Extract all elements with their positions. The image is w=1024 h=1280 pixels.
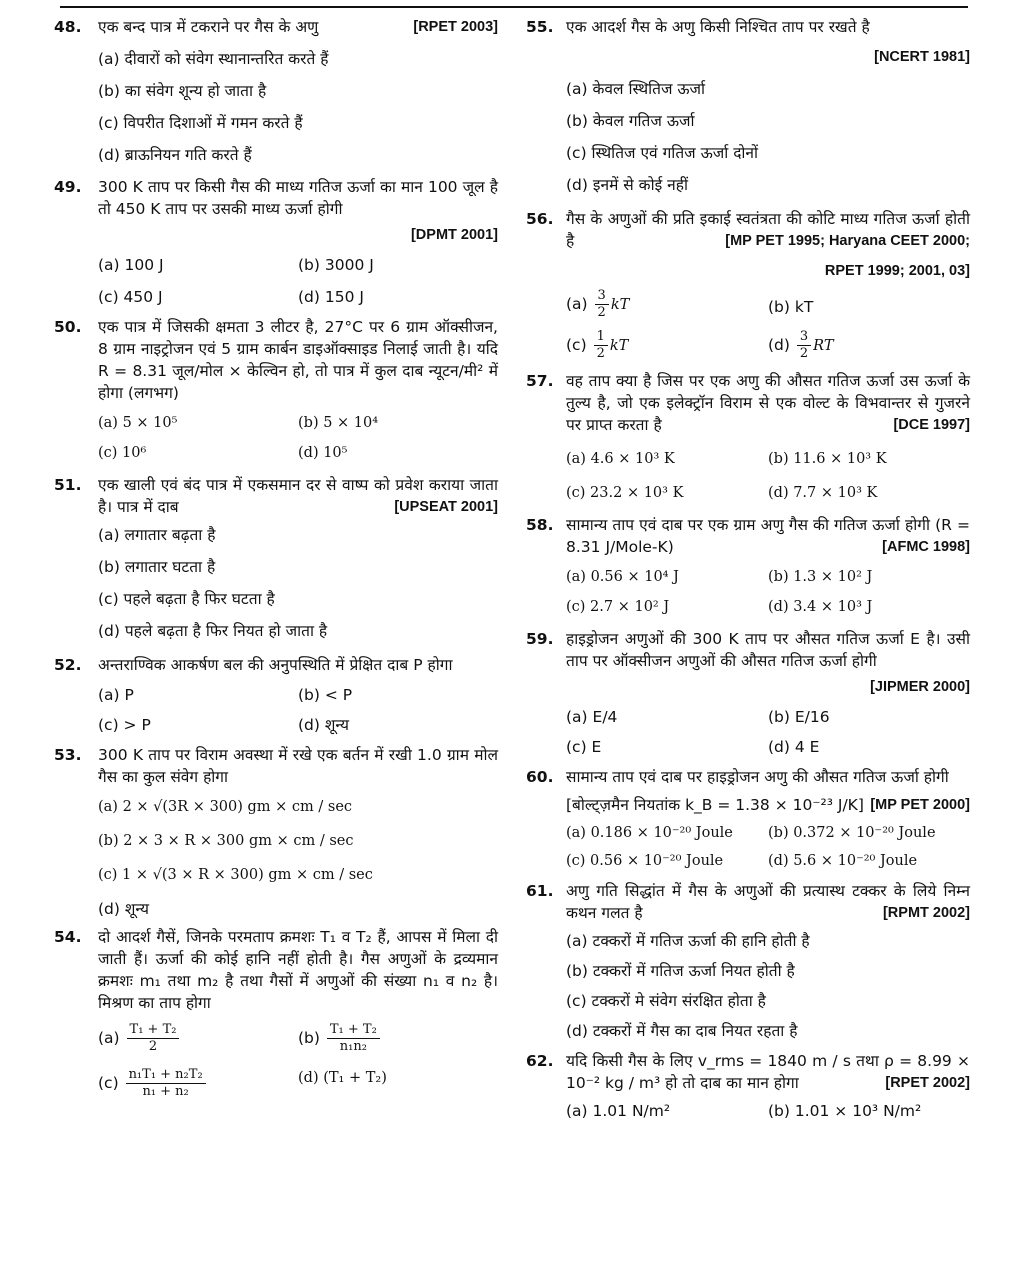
- option-c: (c) > P: [98, 716, 151, 734]
- question-text: अन्तराण्विक आकर्षण बल की अनुपस्थिति में प्रेक्षित दाब P होगा: [98, 656, 453, 674]
- constant-note: [बोल्ट्ज़मैन नियतांक k_B = 1.38 × 10⁻²³ J/K]: [566, 796, 864, 814]
- question-text: 300 K ताप पर विराम अवस्था में रखे एक बर्तन में रखी 1.0 ग्राम मोल गैस का कुल संवेग होगा: [98, 746, 498, 786]
- option-b: (b) 2 × 3 × R × 300 gm × cm / sec: [98, 833, 354, 849]
- option-b: (b) 5 × 10⁴: [298, 415, 379, 431]
- fraction: $\frac{\text{n₁T₁ + n₂T₂}}{\text{n₁ + n₂}}$: [126, 1067, 206, 1100]
- question-number: 62.: [526, 1052, 554, 1070]
- option-d: (d) 7.7 × 10³ K: [768, 485, 878, 501]
- option-b: (b) 1.3 × 10² J: [768, 569, 873, 585]
- question-59: [526, 628, 970, 698]
- exam-source: [NCERT 1981]: [874, 49, 970, 65]
- option-c: (c) 1 × √(3 × R × 300) gm × cm / sec: [98, 867, 373, 883]
- option-b: (b) 1.01 × 10³ N/m²: [768, 1102, 922, 1120]
- option-d: (d) ब्राऊनियन गति करते हैं: [98, 146, 252, 164]
- option-a: (a) लगातार बढ़ता है: [98, 526, 216, 544]
- question-text: एक खाली एवं बंद पात्र में एकसमान दर से वाष्प को प्रवेश कराया जाता है। पात्र में दाब: [98, 476, 498, 516]
- option-c: (c) स्थितिज एवं गतिज ऊर्जा दोनों: [566, 144, 759, 162]
- exam-source: RPET 1999; 2001, 03]: [824, 263, 970, 279]
- question-number: 50.: [54, 318, 82, 336]
- question-number: 58.: [526, 516, 554, 534]
- question-55: [526, 16, 970, 68]
- exam-source: [AFMC 1998]: [882, 539, 970, 555]
- question-number: 61.: [526, 882, 554, 900]
- option-c: (c) $\frac{1}{2}$ kT: [566, 329, 629, 361]
- question-57: [526, 370, 970, 436]
- left-column: [54, 8, 498, 1100]
- exam-source: [JIPMER 2000]: [870, 679, 970, 695]
- fraction: $\frac{3}{2}$: [595, 288, 609, 321]
- option-a: (a) 0.186 × 10⁻²⁰ Joule: [566, 825, 733, 841]
- option-a: (a) दीवारों को संवेग स्थानान्तरित करते हैं: [98, 50, 329, 68]
- exam-source: [DPMT 2001]: [410, 227, 498, 243]
- exam-source: [RPET 2003]: [413, 19, 498, 35]
- option-a: (a) केवल स्थितिज ऊर्जा: [566, 80, 706, 98]
- question-62: [526, 1050, 970, 1094]
- question-54: [54, 926, 498, 1014]
- question-49: [54, 176, 498, 246]
- option-b: (b) < P: [298, 686, 353, 704]
- option-c: (c) पहले बढ़ता है फिर घटता है: [98, 590, 275, 608]
- option-b: (b) 11.6 × 10³ K: [768, 451, 887, 467]
- question-61: [526, 880, 970, 924]
- question-number: 55.: [526, 18, 554, 36]
- question-53: [54, 744, 498, 788]
- question-number: 52.: [54, 656, 82, 674]
- option-a: (a) 1.01 N/m²: [566, 1102, 671, 1120]
- exam-source: [MP PET 1995; Haryana CEET 2000;: [725, 233, 970, 249]
- question-text: सामान्य ताप एवं दाब पर एक ग्राम अणु गैस की गतिज ऊर्जा होगी (R = 8.31 J/Mole-K): [566, 516, 970, 556]
- question-48: [54, 16, 498, 38]
- option-d: (d) $\frac{3}{2}$ RT: [768, 329, 834, 361]
- question-number: 59.: [526, 630, 554, 648]
- option-b: (b) kT: [768, 298, 814, 316]
- exam-source: [RPET 2002]: [885, 1075, 970, 1091]
- option-a: (a) $\frac{3}{2}$ kT: [566, 288, 630, 320]
- option-d: (d) 4 E: [768, 738, 820, 756]
- option-d: (d) टक्करों में गैस का दाब नियत रहता है: [566, 1022, 798, 1040]
- option-a: (a) P: [98, 686, 134, 704]
- option-c: (c) E: [566, 738, 602, 756]
- question-number: 54.: [54, 928, 82, 946]
- question-text: दो आदर्श गैसें, जिनके परमताप क्रमशः T₁ व T₂ हैं, आपस में मिला दी जाती हैं। ऊर्जा की कोई हानि नहीं होती है। गैस अणुओं के द्रव्यमान क्रमशः m₁ तथा m₂ है तथा गैसों में अणुओं की संख्या n₁ व n₂ है। मिश्रण का ताप होगा: [98, 928, 498, 1012]
- question-text: सामान्य ताप एवं दाब पर हाइड्रोजन अणु की औसत गतिज ऊर्जा होगी: [566, 768, 949, 786]
- option-a: (a) 0.56 × 10⁴ J: [566, 569, 679, 585]
- option-c: (c) टक्करों मे संवेग संरक्षित होता है: [566, 992, 766, 1010]
- option-d: (d) शून्य: [98, 900, 149, 918]
- option-a: (a) E/4: [566, 708, 618, 726]
- fraction: $\frac{\text{T₁ + T₂}}{2}$: [127, 1022, 180, 1055]
- option-b: (b) E/16: [768, 708, 830, 726]
- exam-source: [UPSEAT 2001]: [394, 499, 498, 515]
- exam-source: [DCE 1997]: [893, 417, 970, 433]
- option-d: (d) 10⁵: [298, 445, 348, 461]
- question-number: 53.: [54, 746, 82, 764]
- fraction: $\frac{1}{2}$: [594, 329, 608, 362]
- option-c: (c) विपरीत दिशाओं में गमन करते हैं: [98, 114, 303, 132]
- exam-source: [MP PET 2000]: [870, 797, 970, 813]
- option-b: (b) केवल गतिज ऊर्जा: [566, 112, 695, 130]
- exam-source: [RPMT 2002]: [882, 905, 970, 921]
- question-number: 51.: [54, 476, 82, 494]
- fraction: $\frac{\text{T₁ + T₂}}{\text{n₁n₂}}$: [327, 1022, 380, 1055]
- fraction: $\frac{3}{2}$: [797, 329, 811, 362]
- question-text: वह ताप क्या है जिस पर एक अणु की औसत गतिज ऊर्जा उस ऊर्जा के तुल्य है, जो एक इलेक्ट्रॉन विराम से एक वोल्ट के विभवान्तर से गुजरने पर प्राप्त करता है: [566, 372, 970, 434]
- option-a: (a) $\frac{\text{T₁ + T₂}}{2}$: [98, 1022, 298, 1055]
- option-a: (a) 4.6 × 10³ K: [566, 451, 675, 467]
- question-text: अणु गति सिद्धांत में गैस के अणुओं की प्रत्यास्थ टक्कर के लिये निम्न कथन गलत है: [566, 882, 970, 922]
- option-b: (b) $\frac{\text{T₁ + T₂}}{\text{n₁n₂}}$: [298, 1022, 498, 1055]
- question-52: [54, 654, 498, 676]
- option-d: (d) 3.4 × 10³ J: [768, 599, 873, 615]
- option-a: (a) 100 J: [98, 256, 164, 274]
- option-c: (c) 10⁶: [98, 445, 147, 461]
- option-a: (a) 2 × √(3R × 300) gm × cm / sec: [98, 799, 353, 815]
- question-text: हाइड्रोजन अणुओं की 300 K ताप पर औसत गतिज ऊर्जा E है। उसी ताप पर ऑक्सीजन अणुओं की औसत गतिज ऊर्जा होगी: [566, 630, 970, 670]
- question-58: [526, 514, 970, 558]
- question-text: गैस के अणुओं की प्रति इकाई स्वतंत्रता की कोटि माध्य गतिज ऊर्जा होती है: [566, 210, 970, 250]
- option-d: (d) 150 J: [298, 288, 364, 306]
- question-text: एक बन्द पात्र में टकराने पर गैस के अणु: [98, 18, 319, 36]
- option-b: (b) लगातार घटता है: [98, 558, 216, 576]
- question-number: 60.: [526, 768, 554, 786]
- question-text: यदि किसी गैस के लिए v_rms = 1840 m / s तथा ρ = 8.99 × 10⁻² kg / m³ हो तो दाब का मान होगा: [566, 1052, 970, 1092]
- option-d: (d) इनमें से कोई नहीं: [566, 176, 688, 194]
- option-a: (a) टक्करों में गतिज ऊर्जा की हानि होती है: [566, 932, 810, 950]
- option-a: (a) 5 × 10⁵: [98, 415, 178, 431]
- question-number: 57.: [526, 372, 554, 390]
- question-51: [54, 474, 498, 518]
- option-b: (b) का संवेग शून्य हो जाता है: [98, 82, 267, 100]
- option-c: (c) $\frac{\text{n₁T₁ + n₂T₂}}{\text{n₁ + n₂}}$: [98, 1067, 298, 1100]
- question-number: 49.: [54, 178, 82, 196]
- option-d: (d) पहले बढ़ता है फिर नियत हो जाता है: [98, 622, 328, 640]
- question-number: 48.: [54, 18, 82, 36]
- question-56: [526, 208, 970, 282]
- option-d: (d) (T₁ + T₂): [298, 1070, 387, 1086]
- question-60: [526, 766, 970, 816]
- question-50: [54, 316, 498, 404]
- question-text: एक पात्र में जिसकी क्षमता 3 लीटर है, 27°C पर 6 ग्राम ऑक्सीजन, 8 ग्राम नाइट्रोजन एवं 5 ग्राम कार्बन डाइऑक्साइड निलाई जाती है। यदि R = 8.31 जूल/मोल × केल्विन हो, तो पात्र में कुल दाब न्यूटन/मी² में होगा (लगभग): [98, 318, 498, 402]
- option-c: (c) 450 J: [98, 288, 163, 306]
- option-c: (c) 2.7 × 10² J: [566, 599, 670, 615]
- option-b: (b) टक्करों में गतिज ऊर्जा नियत होती है: [566, 962, 795, 980]
- option-d: (d) 5.6 × 10⁻²⁰ Joule: [768, 853, 918, 869]
- question-text: 300 K ताप पर किसी गैस की माध्य गतिज ऊर्जा का मान 100 जूल है तो 450 K ताप पर उसकी माध्य ऊर्जा होगी: [98, 178, 498, 218]
- right-column: [526, 8, 970, 1122]
- option-b: (b) 3000 J: [298, 256, 374, 274]
- option-c: (c) 0.56 × 10⁻²⁰ Joule: [566, 853, 724, 869]
- option-d: (d) शून्य: [298, 716, 349, 734]
- option-c: (c) 23.2 × 10³ K: [566, 485, 684, 501]
- question-text: एक आदर्श गैस के अणु किसी निश्चित ताप पर रखते है: [566, 18, 870, 36]
- question-number: 56.: [526, 210, 554, 228]
- option-b: (b) 0.372 × 10⁻²⁰ Joule: [768, 825, 936, 841]
